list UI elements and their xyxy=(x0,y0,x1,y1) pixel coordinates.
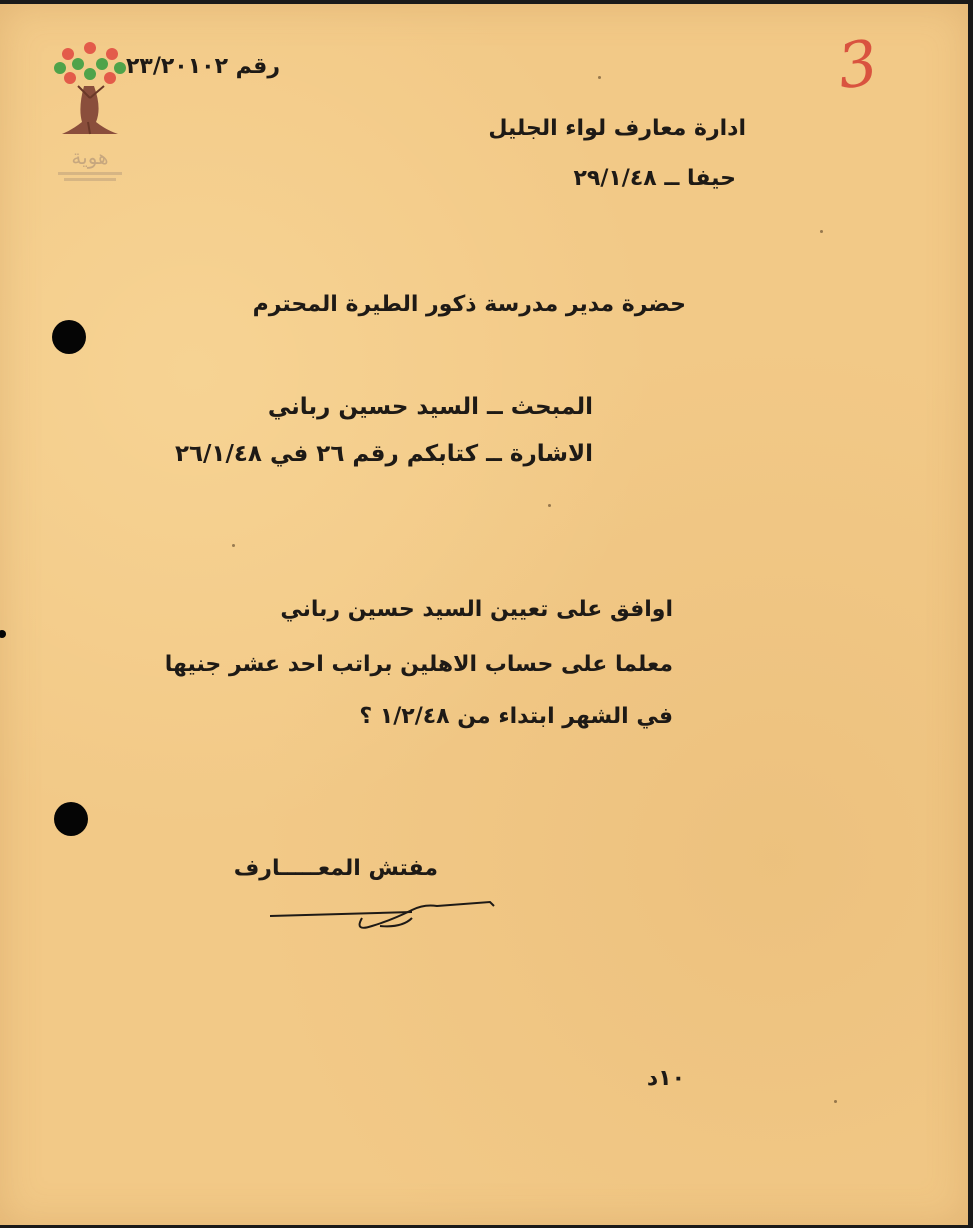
initials: ١٠د xyxy=(646,1066,685,1091)
paper-speck xyxy=(548,504,551,507)
addressee: حضرة مدير مدرسة ذكور الطيرة المحترم xyxy=(252,292,686,317)
family-tree-logo-icon xyxy=(48,38,132,198)
logo-text: هوية xyxy=(71,145,109,169)
paper-speck xyxy=(598,76,601,79)
body-line: معلما على حساب الاهلين براتب احد عشر جنيها xyxy=(164,652,673,677)
place-and-date: حيفا ــ ٢٩/١/٤٨ xyxy=(573,166,736,191)
letter-page xyxy=(0,4,968,1225)
punch-hole xyxy=(52,320,86,354)
punch-hole xyxy=(54,802,88,836)
handwritten-signature xyxy=(262,888,502,932)
body-line: في الشهر ابتداء من ١/٢/٤٨ ؟ xyxy=(359,704,673,729)
paper-speck xyxy=(232,544,235,547)
signer-title: مفتش المعـــــارف xyxy=(233,856,438,881)
paper-speck xyxy=(820,230,823,233)
paper-speck xyxy=(834,1100,837,1103)
handwritten-page-mark: 3 xyxy=(833,25,883,104)
edge-mark xyxy=(0,630,6,638)
reference-line: الاشارة ــ كتابكم رقم ٢٦ في ٢٦/١/٤٨ xyxy=(174,441,593,467)
department-name: ادارة معارف لواء الجليل xyxy=(488,116,746,141)
subject-line: المبحث ــ السيد حسين رباني xyxy=(267,394,593,420)
body-line: اوافق على تعيين السيد حسين رباني xyxy=(280,597,673,622)
reference-number: رقم ٢٣/٢٠١٠٢ xyxy=(125,54,280,79)
